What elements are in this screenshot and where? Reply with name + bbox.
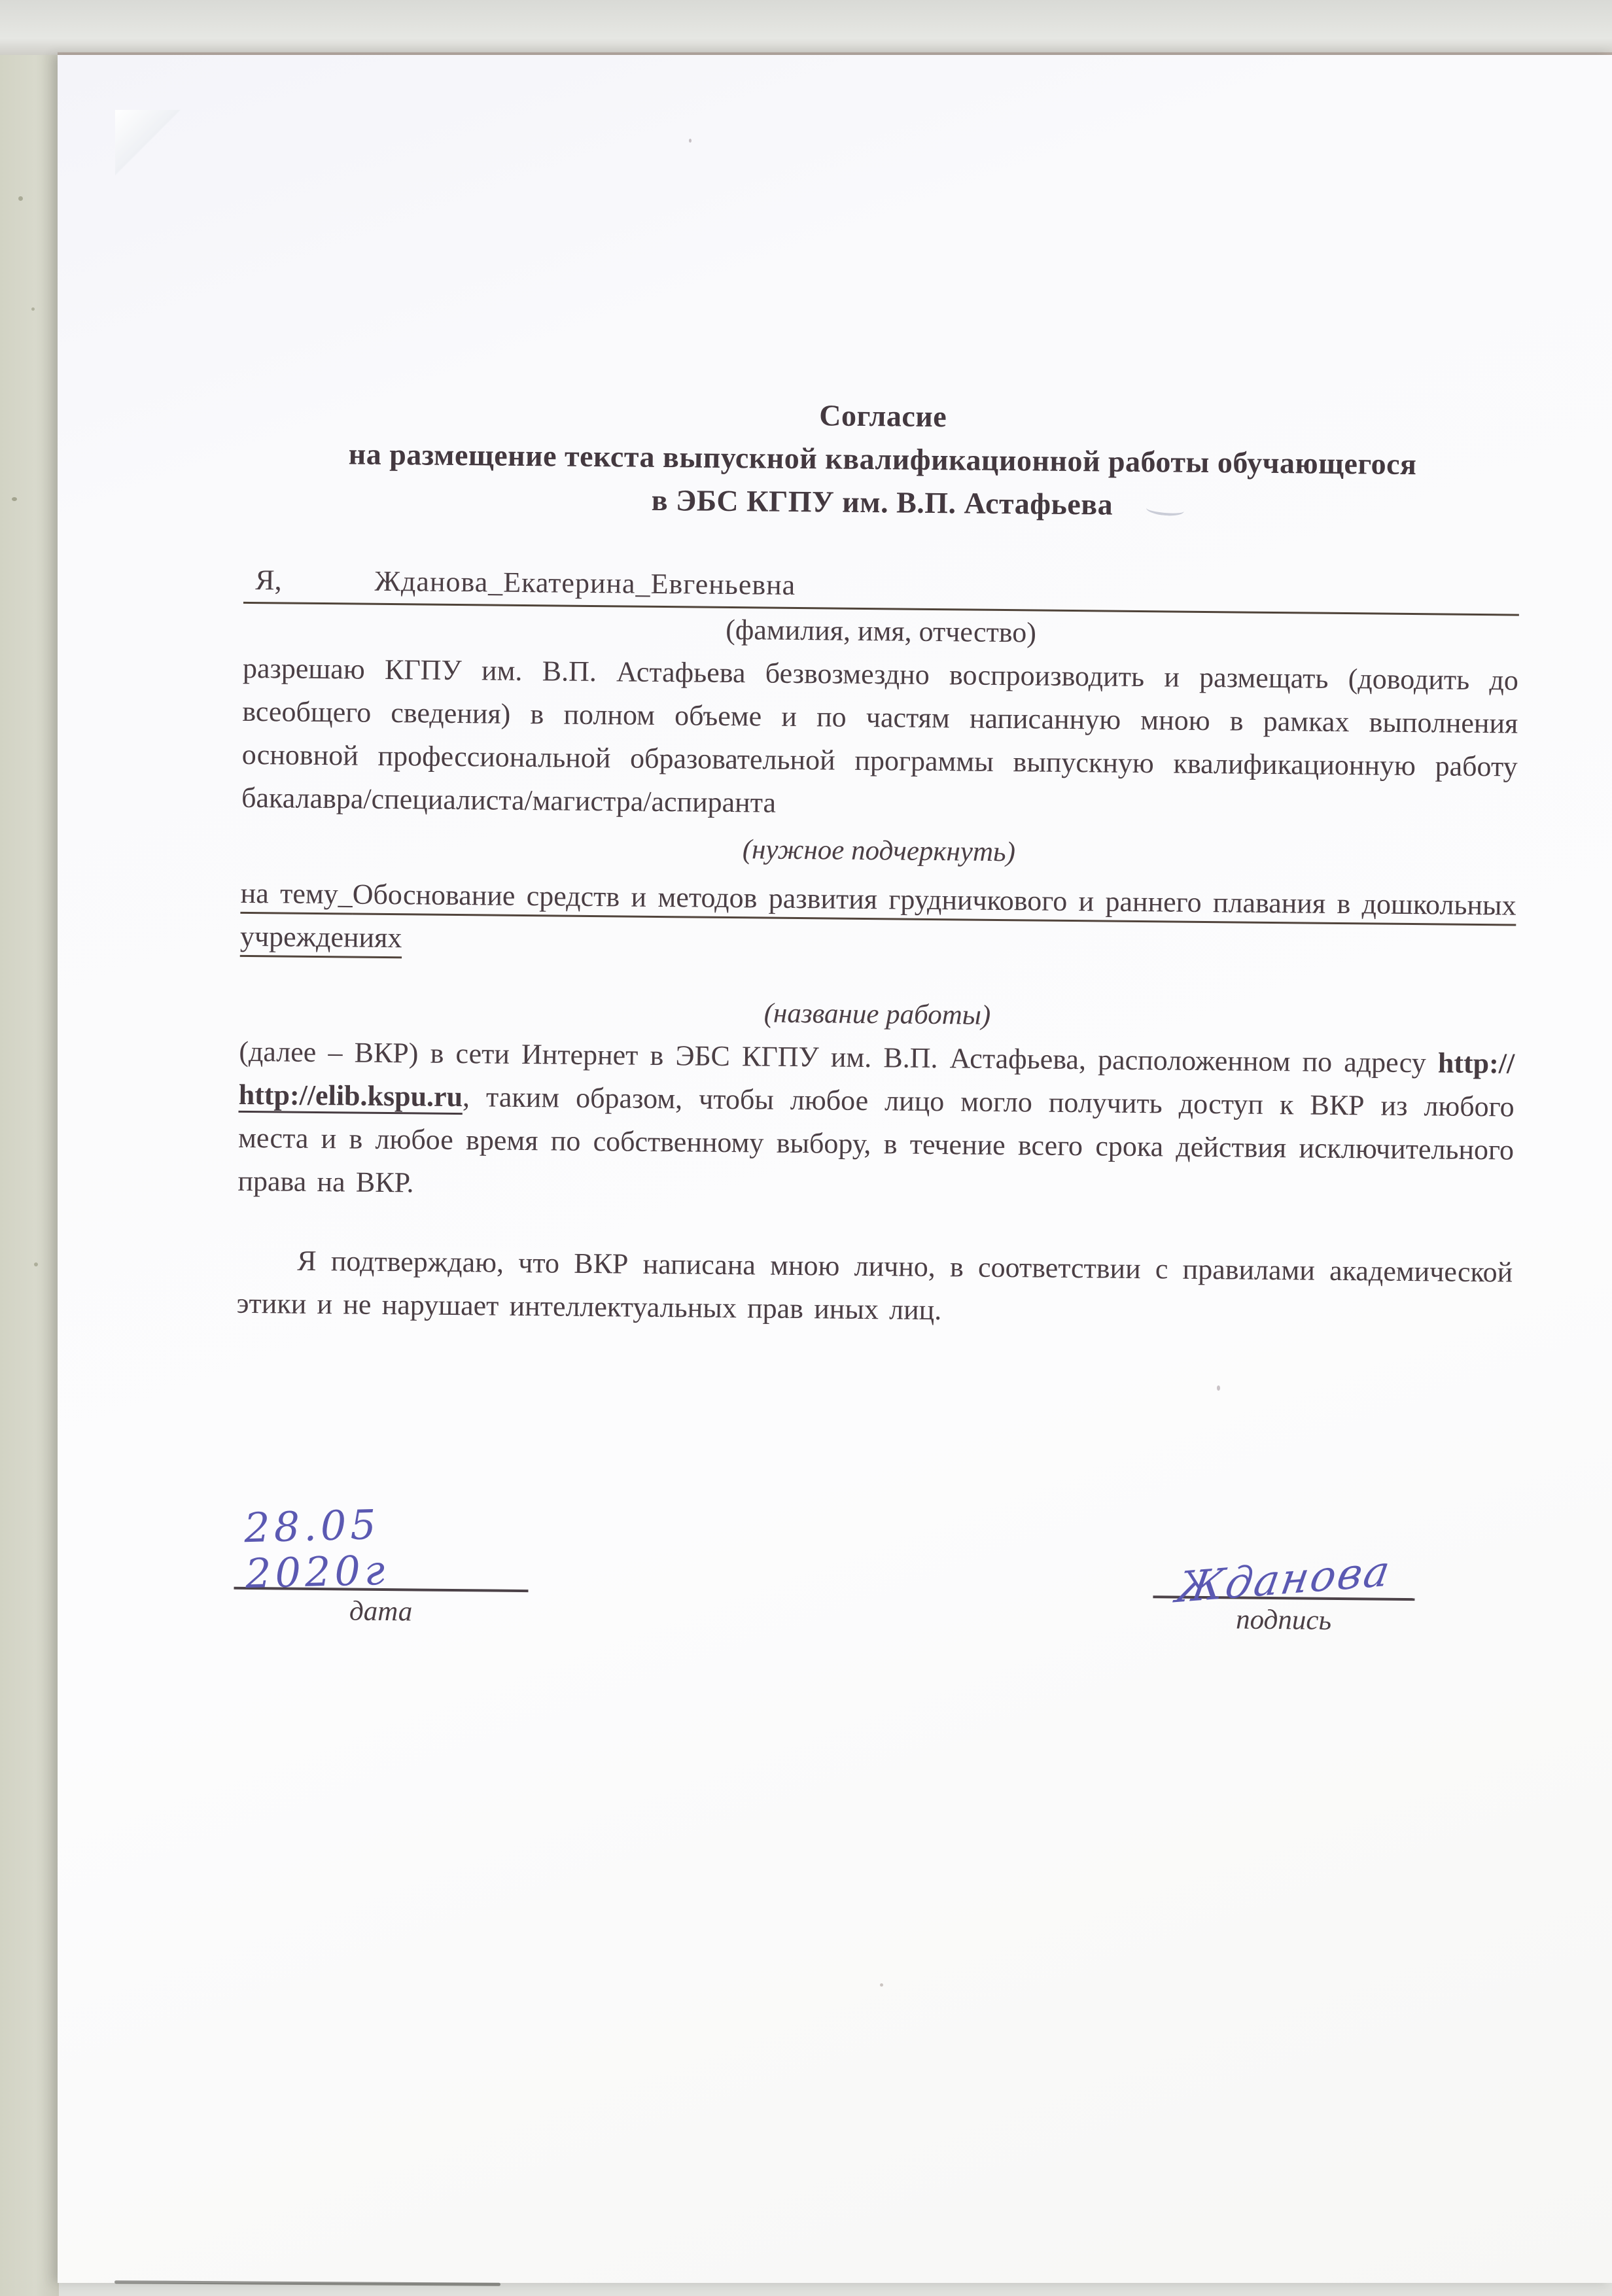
signature-block bbox=[1153, 1546, 1415, 1643]
scan-speck bbox=[880, 1983, 883, 1987]
topic-filled-line bbox=[240, 872, 1516, 971]
document-page bbox=[58, 55, 1612, 2283]
elibrary-url: http://elib.kspu.ru bbox=[238, 1078, 463, 1113]
document-content bbox=[46, 53, 1612, 1644]
distribution-paragraph bbox=[237, 1030, 1515, 1215]
declarant-prefix: Я, bbox=[255, 564, 282, 597]
date-block bbox=[234, 1501, 529, 1634]
permission-paragraph: разрешаю КГПУ им. В.П. Астафьева безвозмездно воспроизводить и размещать (доводить до всеобщего сведения) в полном объеме и по частям написанную мною в рамках выполнения основной профессиональной образовательной программы выпускную квалификационную работу бакалавра/специалиста/магистра/аспиранта bbox=[241, 652, 1519, 819]
scan-speck bbox=[689, 139, 692, 143]
scan-speck bbox=[12, 497, 17, 501]
topic-prefix: на тему_ bbox=[240, 877, 353, 911]
signature-label: подпись bbox=[1235, 1604, 1332, 1636]
document-title-line-2: на размещение текста выпускной квалификационной работы обучающегося bbox=[348, 437, 1417, 481]
name-caption: (фамилия, имя, отчество) bbox=[725, 613, 1037, 649]
scan-speck bbox=[18, 196, 23, 201]
signing-row bbox=[234, 1501, 1511, 1644]
signature-line bbox=[1153, 1546, 1415, 1613]
date-line bbox=[234, 1501, 529, 1598]
scan-speck bbox=[31, 307, 35, 311]
confirmation-paragraph: Я подтверждаю, что ВКР написана мною лично, в соответствии с правилами академической этики и не нарушает интеллектуальных прав иных лиц. bbox=[236, 1244, 1513, 1327]
document-title-line-3: в ЭБС КГПУ им. В.П. Астафьева bbox=[651, 483, 1113, 521]
declarant-name: Жданова_Екатерина_Евгеньевна bbox=[374, 565, 796, 601]
scan-speck bbox=[1217, 1385, 1220, 1391]
distribution-text-1: (далее – ВКР) в сети Интернет в ЭБС КГПУ им. В.П. Астафьева, расположенном по адресу bbox=[239, 1035, 1439, 1079]
url-prefix: http:// bbox=[1437, 1047, 1515, 1080]
scan-speck bbox=[34, 1262, 38, 1266]
scanner-background-top bbox=[0, 0, 1612, 55]
distribution-text-2: , таким образом, чтобы любое лицо могло получить доступ к ВКР из любого места и в любое время по собственному выбору, в течение всего срока действия исключительного права на ВКР. bbox=[237, 1081, 1515, 1199]
handwritten-signature: Жданова bbox=[1172, 1546, 1395, 1613]
work-title-caption: (название работы) bbox=[763, 998, 991, 1031]
handwritten-date: 28.05 2020г bbox=[243, 1501, 390, 1598]
topic-title: Обоснование средств и методов развития грудничкового и раннего плавания в дошкольных учреждениях bbox=[239, 878, 1516, 954]
date-label: дата bbox=[349, 1595, 413, 1627]
document-title-line-1: Согласие bbox=[819, 398, 947, 434]
underline-note: (нужное подчеркнуть) bbox=[742, 834, 1016, 868]
